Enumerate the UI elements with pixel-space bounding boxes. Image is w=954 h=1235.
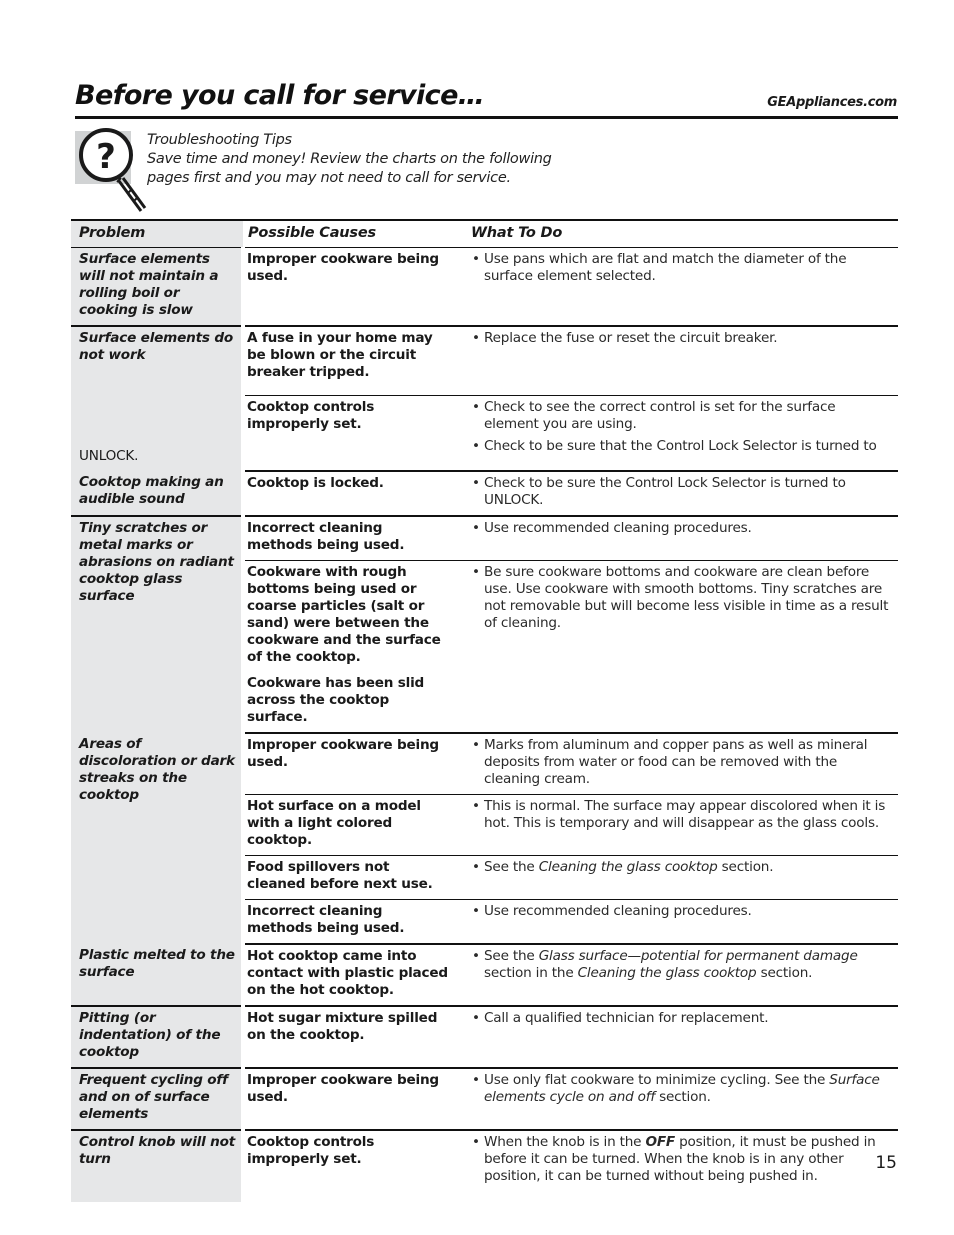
todo-text: Use only flat cookware to minimize cycling. See the (484, 1072, 830, 1088)
todo-text: section. (654, 1089, 711, 1105)
todo-item: • Call a qualified technician for replacement. (472, 1010, 894, 1027)
table-row (71, 471, 898, 516)
todo-text: When the knob is in the (484, 1134, 646, 1150)
cause-cell: Food spillovers not cleaned before next use. (243, 856, 454, 900)
todo-cell (454, 471, 898, 516)
section-reference: Cleaning the glass cooktop (577, 965, 757, 981)
section-reference: Glass surface—potential for permanent damage (538, 948, 858, 964)
tips-line: pages first and you may not need to call for service. (147, 170, 511, 186)
table-row (71, 1006, 898, 1068)
todo-item: • This is normal. The surface may appear discolored when it is hot. This is temporary and will disappear as the glass cools. (472, 798, 894, 832)
table-row (71, 516, 898, 561)
problem-cell: Tiny scratches or metal marks or abrasions on radiant cooktop glass surface (71, 516, 243, 733)
title-rule (75, 116, 898, 119)
cause-cell: Improper cookware being used. (243, 733, 454, 795)
page-number: 15 (875, 1153, 897, 1173)
todo-item: • Marks from aluminum and copper pans as well as mineral deposits from water or food can be removed with the cleaning cream. (472, 737, 894, 788)
problem-cell: Plastic melted to the surface (71, 944, 243, 1006)
table-row (71, 1130, 898, 1202)
header-problem: Problem (71, 220, 243, 248)
question-magnifier-icon (75, 126, 155, 216)
svg-text:?: ? (96, 137, 116, 177)
cause-cell: Hot surface on a model with a light colored cooktop. (243, 795, 454, 856)
website-link[interactable]: GEAppliances.com (767, 95, 897, 110)
todo-cell (454, 856, 898, 900)
todo-item: • Check to see the correct control is set for the surface element you are using. (472, 399, 894, 433)
todo-cell (454, 1006, 898, 1068)
off-label: OFF (645, 1134, 675, 1150)
tips-heading: Troubleshooting Tips (147, 132, 292, 148)
todo-cell (454, 733, 898, 795)
todo-text: See the (484, 948, 539, 964)
table-row (71, 944, 898, 1006)
todo-text: position, it must be pushed in before it can be turned. When the knob is in any other position, it can be turned without being pushed in. (484, 1134, 876, 1184)
header-possible-causes: Possible Causes (243, 220, 454, 248)
table-row (71, 248, 898, 327)
cause-cell: Cooktop controls improperly set. (247, 1134, 375, 1167)
section-reference: Cleaning the glass cooktop (538, 859, 718, 875)
todo-text: section in the (484, 965, 578, 981)
todo-item: • Use pans which are flat and match the diameter of the surface element selected. (472, 251, 894, 285)
todo-cell (454, 396, 898, 471)
todo-cell (454, 248, 898, 327)
todo-cell (454, 795, 898, 856)
troubleshooting-table (71, 219, 898, 1202)
problem-cell: Control knob will not turn (71, 1130, 243, 1202)
todo-item (472, 948, 894, 982)
cause-cell: Improper cookware being used. (243, 1068, 454, 1130)
todo-item: • Use recommended cleaning procedures. (472, 903, 894, 920)
cause-text: Cookware has been slid across the cooktop surface. (247, 675, 425, 725)
tips-line: Save time and money! Review the charts on the following (147, 151, 552, 167)
todo-cell (454, 944, 898, 1006)
todo-item (472, 1134, 894, 1185)
cause-cell: A fuse in your home may be blown or the circuit breaker tripped. (243, 326, 454, 396)
section-reference: Surface elements cycle on and off (484, 1072, 880, 1105)
cause-cell (243, 561, 454, 734)
todo-item: • Use recommended cleaning procedures. (472, 520, 894, 537)
cause-text: Cookware with rough bottoms being used or coarse particles (salt or sand) were between the cookware and the surface of the cooktop. (247, 564, 441, 665)
page-title: Before you call for service… (75, 80, 485, 111)
todo-item (472, 1072, 894, 1106)
todo-item (472, 859, 894, 876)
todo-cell (454, 900, 898, 945)
table-row (71, 1068, 898, 1130)
cause-cell: Hot sugar mixture spilled on the cooktop. (243, 1006, 454, 1068)
todo-text: section. (756, 965, 813, 981)
todo-text: See the (484, 859, 539, 875)
todo-cell (454, 516, 898, 561)
cause-cell: Incorrect cleaning methods being used. (243, 516, 454, 561)
cause-cell: Cooktop is locked. (243, 471, 454, 516)
todo-cell (454, 326, 898, 396)
todo-item: • Replace the fuse or reset the circuit breaker. (472, 330, 894, 347)
cause-cell: Hot cooktop came into contact with plastic placed on the hot cooktop. (243, 944, 454, 1006)
cause-cell: Cooktop controls improperly set. (243, 396, 454, 471)
todo-item: • Be sure cookware bottoms and cookware are clean before use. Use cookware with smooth bottoms. Tiny scratches are not removable but will become less visible in time as a result of cleaning. (472, 564, 894, 632)
todo-item: • Check to be sure that the Control Lock Selector is turned to (472, 438, 894, 455)
problem-cell: Cooktop making an audible sound (71, 471, 243, 516)
problem-cell: Pitting (or indentation) of the cooktop (71, 1006, 243, 1068)
cause-cell: Improper cookware being used. (243, 248, 454, 327)
header-what-to-do: What To Do (454, 220, 898, 248)
todo-cell (454, 561, 898, 734)
problem-cell (71, 326, 243, 471)
table-row (71, 733, 898, 795)
problem-cell: Surface elements will not maintain a rolling boil or cooking is slow (71, 248, 243, 327)
problem-cell: Frequent cycling off and on of surface elements (71, 1068, 243, 1130)
problem-text: Surface elements do not work (79, 330, 234, 363)
todo-item: • Check to be sure the Control Lock Selector is turned to UNLOCK. (472, 475, 894, 509)
table-row (71, 326, 898, 396)
cause-cell: Incorrect cleaning methods being used. (243, 900, 454, 945)
todo-cell (454, 1068, 898, 1130)
troubleshooting-tips (147, 131, 567, 188)
table-header-row (71, 220, 898, 248)
todo-text: section. (717, 859, 774, 875)
problem-overflow-text: UNLOCK. (79, 448, 139, 464)
problem-cell: Areas of discoloration or dark streaks on the cooktop (71, 733, 243, 944)
todo-cell (454, 1130, 898, 1202)
